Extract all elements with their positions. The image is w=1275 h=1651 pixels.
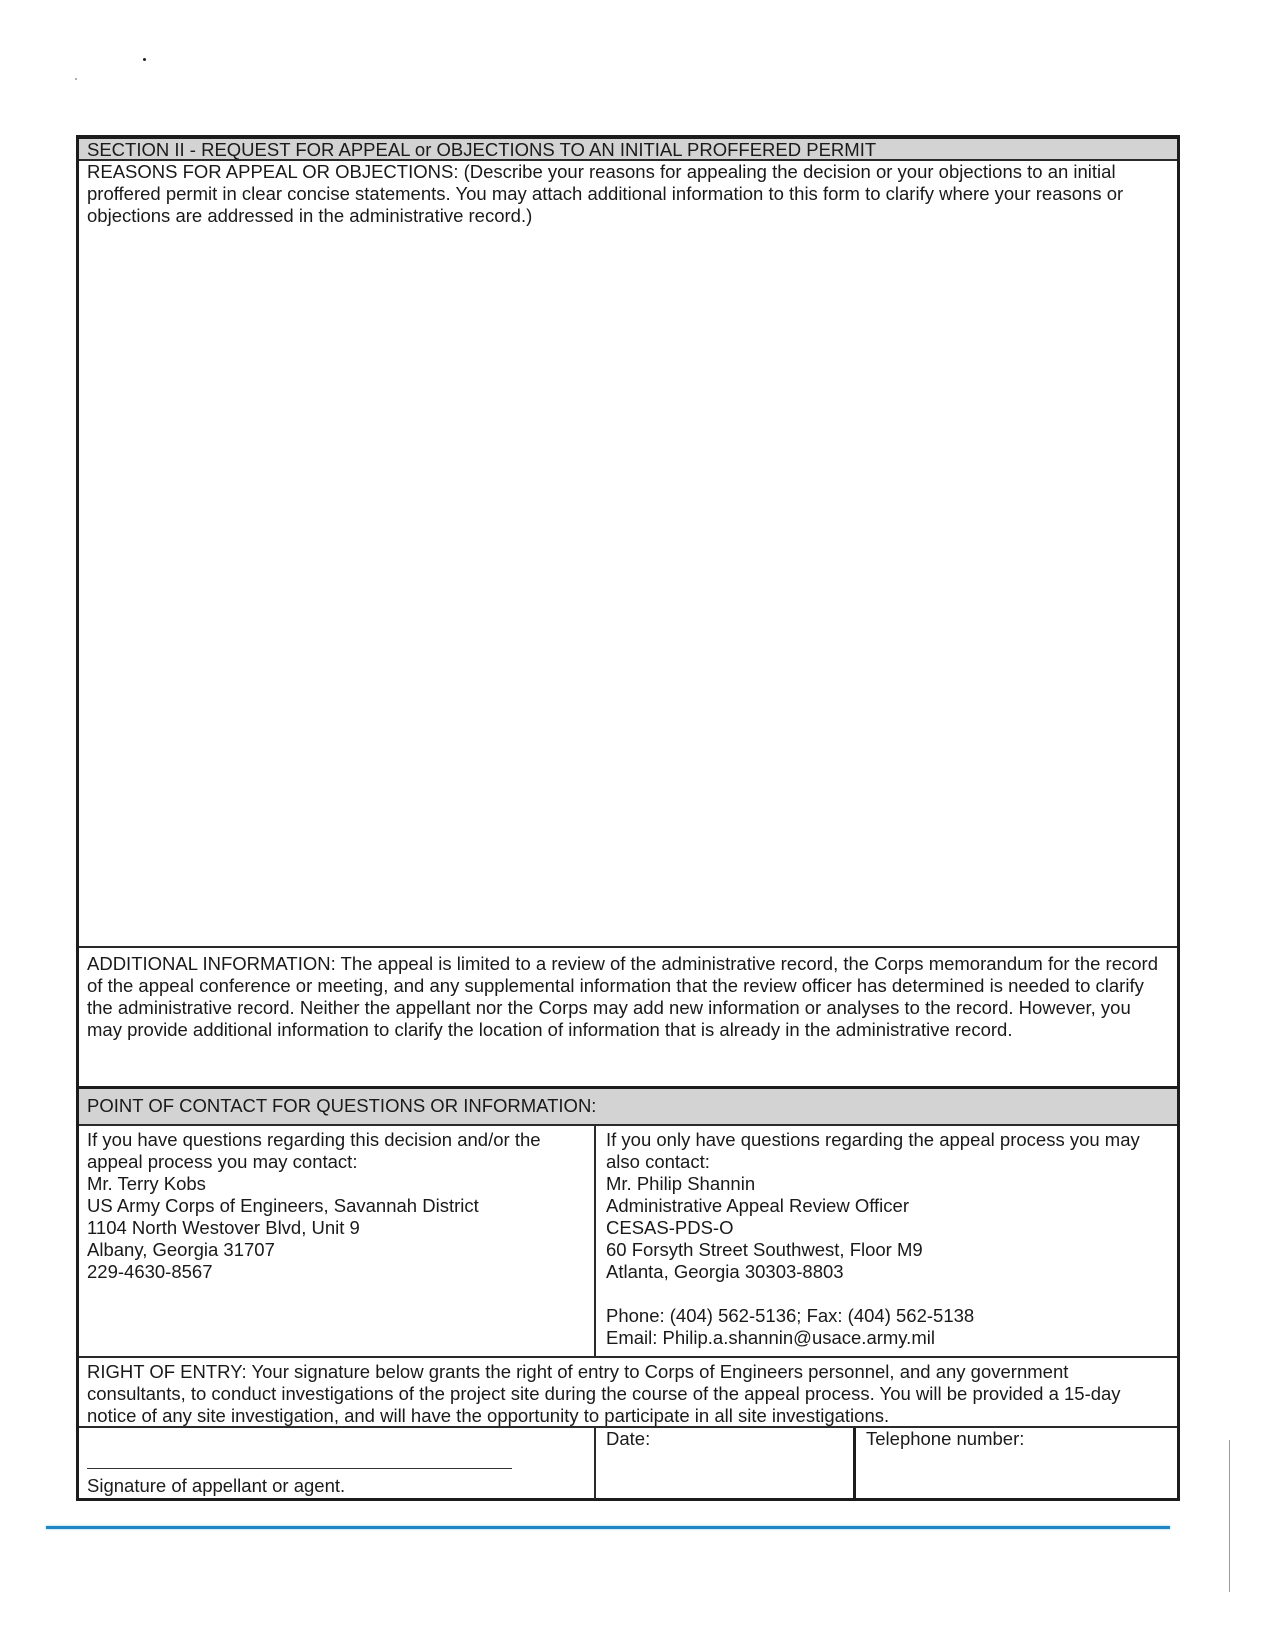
poc-appeal-officer-contact [596,1126,1177,1356]
poc-right-email[interactable]: Email: Philip.a.shannin@usace.army.mil [606,1327,935,1348]
poc-left-name: Mr. Terry Kobs [87,1173,206,1194]
signature-line [87,1468,512,1469]
signature-row [79,1426,1177,1499]
poc-header: POINT OF CONTACT FOR QUESTIONS OR INFORMATION: [79,1086,1177,1124]
poc-right-name: Mr. Philip Shannin [606,1173,756,1194]
poc-district-contact [79,1126,596,1356]
poc-right-intro: If you only have questions regarding the appeal process you may also contact: [606,1129,1140,1172]
poc-left-address2: Albany, Georgia 31707 [87,1239,275,1260]
additional-information: ADDITIONAL INFORMATION: The appeal is limited to a review of the administrative record, the Corps memorandum for the record of the appeal conference or meeting, and any supplemental information that the review officer has determined is needed to clarify the administrative record. Neither the appellant nor the Corps may add new information or analyses to the record. However, you may provide additional information to clarify the location of information that is already in the administrative record. [79,946,1177,1084]
telephone-label: Telephone number: [866,1428,1025,1449]
scan-speck [143,58,146,61]
poc-left-intro: If you have questions regarding this decision and/or the appeal process you may contact: [87,1129,541,1172]
telephone-field[interactable] [856,1428,1177,1499]
page-edge-line [1229,1440,1230,1592]
poc-right-address2: Atlanta, Georgia 30303-8803 [606,1261,844,1282]
poc-right-phone-fax: Phone: (404) 562-5136; Fax: (404) 562-5138 [606,1305,975,1326]
poc-left-phone: 229-4630-8567 [87,1261,213,1282]
signature-field[interactable] [79,1428,596,1499]
date-field[interactable] [596,1428,856,1499]
scan-speck [75,78,77,80]
poc-contacts [79,1124,1177,1356]
reasons-instructions: REASONS FOR APPEAL OR OBJECTIONS: (Describe your reasons for appealing the decision or your objections to an initial proffered permit in clear concise statements. You may attach additional information to this form to clarify where your reasons or objections are addressed in the administrative record.) [87,161,1124,226]
poc-left-address1: 1104 North Westover Blvd, Unit 9 [87,1217,360,1238]
spacer [606,1283,1167,1305]
poc-right-office: CESAS-PDS-O [606,1217,734,1238]
signature-label: Signature of appellant or agent. [87,1475,346,1496]
right-of-entry: RIGHT OF ENTRY: Your signature below grants the right of entry to Corps of Engineers personnel, and any government consultants, to conduct investigations of the project site during the course of the appeal process. You will be provided a 15-day notice of any site investigation, and will have the opportunity to participate in all site investigations. [79,1356,1177,1426]
poc-right-title: Administrative Appeal Review Officer [606,1195,909,1216]
reasons-field[interactable] [79,161,1177,946]
date-label: Date: [606,1428,651,1449]
poc-right-address1: 60 Forsyth Street Southwest, Floor M9 [606,1239,923,1260]
poc-left-org: US Army Corps of Engineers, Savannah District [87,1195,479,1216]
appeal-form-section-2 [76,135,1180,1501]
footer-rule [46,1526,1170,1529]
section-header: SECTION II - REQUEST FOR APPEAL or OBJECTIONS TO AN INITIAL PROFFERED PERMIT [79,139,1177,161]
